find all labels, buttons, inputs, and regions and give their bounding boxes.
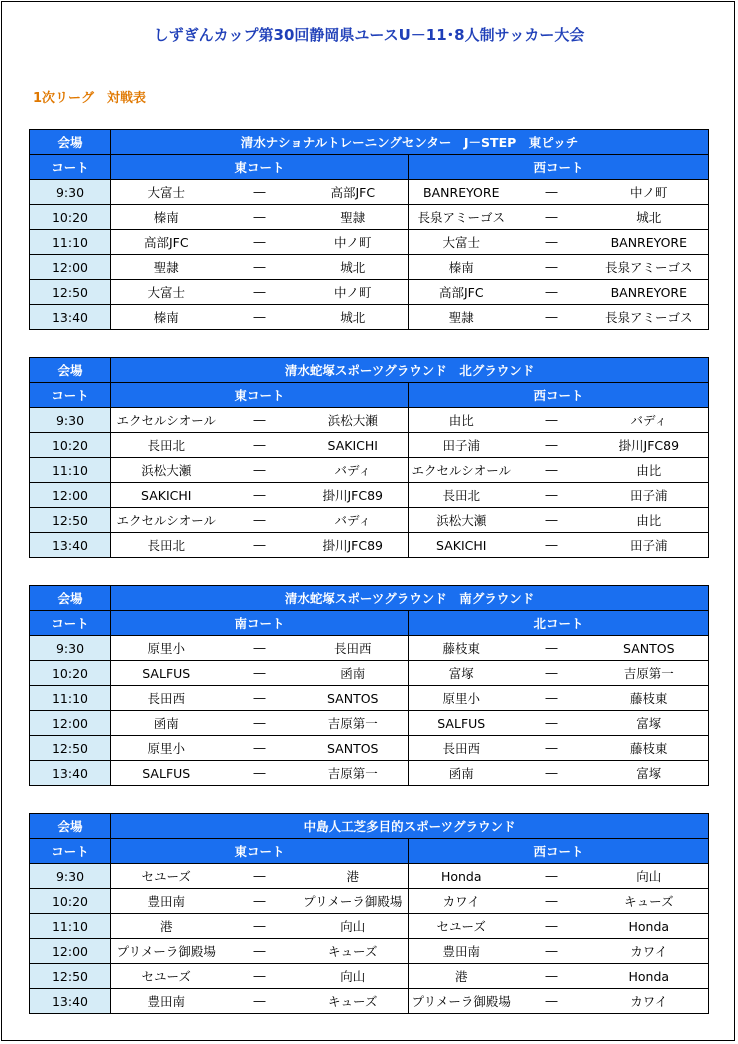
match-row xyxy=(30,736,709,761)
court-b-home-team: 港 xyxy=(409,964,514,989)
court-a-away-team: キューズ xyxy=(298,989,409,1014)
court-header-row xyxy=(30,155,709,180)
court-a-away-team: キューズ xyxy=(298,939,409,964)
court-b-home-team: カワイ xyxy=(409,889,514,914)
court-b-home-team: 浜松大瀬 xyxy=(409,508,514,533)
court-b-home-team: 聖隷 xyxy=(409,305,514,330)
court-b-dash: ― xyxy=(514,636,590,661)
match-time: 12:00 xyxy=(30,483,111,508)
court-b-home-team: 長田北 xyxy=(409,483,514,508)
match-time: 11:10 xyxy=(30,686,111,711)
court-a-dash: ― xyxy=(222,458,298,483)
court-b-home-team: 豊田南 xyxy=(409,939,514,964)
match-time: 13:40 xyxy=(30,533,111,558)
venue-header-row xyxy=(30,358,709,383)
match-row xyxy=(30,661,709,686)
court-b-away-team: SANTOS xyxy=(590,636,709,661)
court-b-dash: ― xyxy=(514,761,590,786)
court-a-dash: ― xyxy=(222,230,298,255)
court-a-home-team: 函南 xyxy=(111,711,222,736)
court-b-away-team: 由比 xyxy=(590,508,709,533)
court-label: コート xyxy=(30,611,111,636)
match-row xyxy=(30,180,709,205)
court-b-home-team: BANREYORE xyxy=(409,180,514,205)
court-b-away-team: BANREYORE xyxy=(590,230,709,255)
court-b-home-team: エクセルシオール xyxy=(409,458,514,483)
venue-label: 会場 xyxy=(30,814,111,839)
court-label: コート xyxy=(30,155,111,180)
court-b-home-team: 由比 xyxy=(409,408,514,433)
court-b-dash: ― xyxy=(514,661,590,686)
match-row xyxy=(30,686,709,711)
court-a-away-team: 掛川JFC89 xyxy=(298,483,409,508)
court-a-away-team: 掛川JFC89 xyxy=(298,533,409,558)
match-time: 12:50 xyxy=(30,964,111,989)
venue-table xyxy=(29,585,709,786)
court-a-home-team: 浜松大瀬 xyxy=(111,458,222,483)
court-header-row xyxy=(30,383,709,408)
venue-label: 会場 xyxy=(30,130,111,155)
court-b-away-team: 藤枝東 xyxy=(590,686,709,711)
court-a-home-team: 榛南 xyxy=(111,205,222,230)
court-a-away-team: 長田西 xyxy=(298,636,409,661)
venue-table xyxy=(29,357,709,558)
match-time: 9:30 xyxy=(30,180,111,205)
match-time: 11:10 xyxy=(30,458,111,483)
court-b-dash: ― xyxy=(514,989,590,1014)
match-time: 12:50 xyxy=(30,280,111,305)
court-b-away-team: 富塚 xyxy=(590,711,709,736)
court-b-dash: ― xyxy=(514,205,590,230)
court-b-dash: ― xyxy=(514,508,590,533)
court-a-dash: ― xyxy=(222,761,298,786)
court-a-away-team: 中ノ町 xyxy=(298,280,409,305)
venue-header-row xyxy=(30,586,709,611)
court-a-home-team: 榛南 xyxy=(111,305,222,330)
match-row xyxy=(30,533,709,558)
court-b-dash: ― xyxy=(514,711,590,736)
court-b-home-team: 富塚 xyxy=(409,661,514,686)
court-b-away-team: 中ノ町 xyxy=(590,180,709,205)
match-time: 11:10 xyxy=(30,230,111,255)
court-a-away-team: 吉原第一 xyxy=(298,761,409,786)
court-b-away-team: 吉原第一 xyxy=(590,661,709,686)
court-a-home-team: 聖隷 xyxy=(111,255,222,280)
match-time: 10:20 xyxy=(30,661,111,686)
court-b-name: 西コート xyxy=(409,839,709,864)
venue-name: 清水ナショナルトレーニングセンター J－STEP 東ピッチ xyxy=(111,130,709,155)
court-a-away-team: バディ xyxy=(298,458,409,483)
page-subtitle: 1次リーグ 対戦表 xyxy=(33,91,147,106)
match-time: 10:20 xyxy=(30,205,111,230)
court-a-dash: ― xyxy=(222,483,298,508)
court-a-dash: ― xyxy=(222,433,298,458)
court-b-dash: ― xyxy=(514,736,590,761)
page-title: しずぎんカップ第30回静岡県ユースU－11･8人制サッカー大会 xyxy=(153,26,585,44)
court-a-home-team: エクセルシオール xyxy=(111,508,222,533)
court-a-dash: ― xyxy=(222,736,298,761)
court-a-home-team: 港 xyxy=(111,914,222,939)
match-row xyxy=(30,230,709,255)
court-a-home-team: エクセルシオール xyxy=(111,408,222,433)
court-b-away-team: カワイ xyxy=(590,939,709,964)
court-a-home-team: 大富士 xyxy=(111,180,222,205)
match-time: 9:30 xyxy=(30,408,111,433)
court-a-home-team: 長田北 xyxy=(111,533,222,558)
court-b-name: 西コート xyxy=(409,383,709,408)
court-b-dash: ― xyxy=(514,914,590,939)
court-a-away-team: SANTOS xyxy=(298,686,409,711)
court-b-away-team: カワイ xyxy=(590,989,709,1014)
court-b-home-team: 原里小 xyxy=(409,686,514,711)
match-time: 10:20 xyxy=(30,889,111,914)
court-b-away-team: Honda xyxy=(590,914,709,939)
court-a-away-team: 吉原第一 xyxy=(298,711,409,736)
venue-header-row xyxy=(30,130,709,155)
court-b-dash: ― xyxy=(514,939,590,964)
court-a-dash: ― xyxy=(222,180,298,205)
court-a-dash: ― xyxy=(222,661,298,686)
court-b-dash: ― xyxy=(514,864,590,889)
court-a-away-team: 港 xyxy=(298,864,409,889)
match-time: 13:40 xyxy=(30,305,111,330)
match-row xyxy=(30,636,709,661)
match-time: 12:00 xyxy=(30,939,111,964)
court-a-away-team: プリメーラ御殿場 xyxy=(298,889,409,914)
match-row xyxy=(30,305,709,330)
court-a-dash: ― xyxy=(222,636,298,661)
court-b-away-team: 藤枝東 xyxy=(590,736,709,761)
court-b-home-team: SALFUS xyxy=(409,711,514,736)
court-a-dash: ― xyxy=(222,989,298,1014)
court-b-home-team: 田子浦 xyxy=(409,433,514,458)
court-b-away-team: 田子浦 xyxy=(590,483,709,508)
court-b-away-team: 由比 xyxy=(590,458,709,483)
match-row xyxy=(30,761,709,786)
court-a-home-team: SAKICHI xyxy=(111,483,222,508)
court-a-home-team: 長田北 xyxy=(111,433,222,458)
court-a-away-team: 城北 xyxy=(298,305,409,330)
court-header-row xyxy=(30,611,709,636)
court-a-name: 南コート xyxy=(111,611,409,636)
court-a-away-team: 聖隷 xyxy=(298,205,409,230)
court-a-dash: ― xyxy=(222,864,298,889)
court-a-home-team: 豊田南 xyxy=(111,989,222,1014)
court-a-home-team: 高部JFC xyxy=(111,230,222,255)
court-a-dash: ― xyxy=(222,280,298,305)
court-a-home-team: セユーズ xyxy=(111,964,222,989)
court-b-dash: ― xyxy=(514,255,590,280)
court-a-away-team: 高部JFC xyxy=(298,180,409,205)
court-b-away-team: 田子浦 xyxy=(590,533,709,558)
court-b-away-team: 長泉アミーゴス xyxy=(590,305,709,330)
match-time: 13:40 xyxy=(30,761,111,786)
court-b-home-team: 大富士 xyxy=(409,230,514,255)
court-b-home-team: セユーズ xyxy=(409,914,514,939)
match-row xyxy=(30,280,709,305)
court-a-home-team: SALFUS xyxy=(111,761,222,786)
match-time: 12:50 xyxy=(30,736,111,761)
court-b-away-team: 向山 xyxy=(590,864,709,889)
court-a-dash: ― xyxy=(222,889,298,914)
venue-name: 中島人工芝多目的スポーツグラウンド xyxy=(111,814,709,839)
match-row xyxy=(30,255,709,280)
court-a-home-team: 大富士 xyxy=(111,280,222,305)
court-b-name: 西コート xyxy=(409,155,709,180)
court-a-away-team: バディ xyxy=(298,508,409,533)
court-b-home-team: SAKICHI xyxy=(409,533,514,558)
court-a-dash: ― xyxy=(222,533,298,558)
match-time: 12:00 xyxy=(30,255,111,280)
court-a-dash: ― xyxy=(222,914,298,939)
court-b-home-team: 長田西 xyxy=(409,736,514,761)
court-a-dash: ― xyxy=(222,408,298,433)
court-a-dash: ― xyxy=(222,205,298,230)
court-a-dash: ― xyxy=(222,255,298,280)
court-a-home-team: プリメーラ御殿場 xyxy=(111,939,222,964)
match-row xyxy=(30,508,709,533)
venue-table xyxy=(29,813,709,1014)
match-row xyxy=(30,864,709,889)
venue-label: 会場 xyxy=(30,358,111,383)
court-header-row xyxy=(30,839,709,864)
match-time: 9:30 xyxy=(30,864,111,889)
match-time: 12:50 xyxy=(30,508,111,533)
venue-header-row xyxy=(30,814,709,839)
court-b-home-team: 藤枝東 xyxy=(409,636,514,661)
court-a-away-team: 浜松大瀬 xyxy=(298,408,409,433)
court-b-dash: ― xyxy=(514,408,590,433)
court-a-dash: ― xyxy=(222,711,298,736)
court-b-name: 北コート xyxy=(409,611,709,636)
match-row xyxy=(30,205,709,230)
court-b-home-team: Honda xyxy=(409,864,514,889)
court-b-away-team: 城北 xyxy=(590,205,709,230)
match-row xyxy=(30,711,709,736)
court-b-home-team: プリメーラ御殿場 xyxy=(409,989,514,1014)
court-a-away-team: 城北 xyxy=(298,255,409,280)
court-b-dash: ― xyxy=(514,230,590,255)
match-row xyxy=(30,914,709,939)
court-a-home-team: 豊田南 xyxy=(111,889,222,914)
match-time: 10:20 xyxy=(30,433,111,458)
court-a-away-team: SANTOS xyxy=(298,736,409,761)
court-b-away-team: キューズ xyxy=(590,889,709,914)
court-a-home-team: 長田西 xyxy=(111,686,222,711)
court-a-name: 東コート xyxy=(111,839,409,864)
match-time: 13:40 xyxy=(30,989,111,1014)
court-b-home-team: 高部JFC xyxy=(409,280,514,305)
match-time: 9:30 xyxy=(30,636,111,661)
venue-name: 清水蛇塚スポーツグラウンド 南グラウンド xyxy=(111,586,709,611)
match-time: 12:00 xyxy=(30,711,111,736)
court-b-away-team: バディ xyxy=(590,408,709,433)
court-a-dash: ― xyxy=(222,939,298,964)
court-b-dash: ― xyxy=(514,686,590,711)
court-a-away-team: 向山 xyxy=(298,964,409,989)
match-row xyxy=(30,964,709,989)
match-row xyxy=(30,939,709,964)
court-b-away-team: Honda xyxy=(590,964,709,989)
match-row xyxy=(30,408,709,433)
court-b-dash: ― xyxy=(514,533,590,558)
court-b-away-team: 富塚 xyxy=(590,761,709,786)
court-b-home-team: 榛南 xyxy=(409,255,514,280)
match-row xyxy=(30,433,709,458)
court-a-name: 東コート xyxy=(111,155,409,180)
court-b-dash: ― xyxy=(514,483,590,508)
match-row xyxy=(30,889,709,914)
court-label: コート xyxy=(30,839,111,864)
court-b-away-team: 長泉アミーゴス xyxy=(590,255,709,280)
court-a-home-team: セユーズ xyxy=(111,864,222,889)
match-row xyxy=(30,989,709,1014)
court-b-dash: ― xyxy=(514,305,590,330)
court-b-home-team: 函南 xyxy=(409,761,514,786)
court-a-dash: ― xyxy=(222,508,298,533)
court-b-away-team: BANREYORE xyxy=(590,280,709,305)
court-a-away-team: SAKICHI xyxy=(298,433,409,458)
court-a-home-team: SALFUS xyxy=(111,661,222,686)
court-a-name: 東コート xyxy=(111,383,409,408)
court-a-away-team: 函南 xyxy=(298,661,409,686)
court-a-dash: ― xyxy=(222,964,298,989)
court-a-away-team: 向山 xyxy=(298,914,409,939)
match-row xyxy=(30,483,709,508)
court-a-home-team: 原里小 xyxy=(111,636,222,661)
court-a-dash: ― xyxy=(222,305,298,330)
court-b-away-team: 掛川JFC89 xyxy=(590,433,709,458)
court-label: コート xyxy=(30,383,111,408)
court-b-dash: ― xyxy=(514,964,590,989)
venue-name: 清水蛇塚スポーツグラウンド 北グラウンド xyxy=(111,358,709,383)
court-b-dash: ― xyxy=(514,433,590,458)
court-b-dash: ― xyxy=(514,889,590,914)
court-a-home-team: 原里小 xyxy=(111,736,222,761)
match-time: 11:10 xyxy=(30,914,111,939)
court-a-away-team: 中ノ町 xyxy=(298,230,409,255)
court-a-dash: ― xyxy=(222,686,298,711)
venue-label: 会場 xyxy=(30,586,111,611)
venue-table xyxy=(29,129,709,330)
court-b-dash: ― xyxy=(514,180,590,205)
court-b-dash: ― xyxy=(514,458,590,483)
court-b-home-team: 長泉アミーゴス xyxy=(409,205,514,230)
match-row xyxy=(30,458,709,483)
court-b-dash: ― xyxy=(514,280,590,305)
